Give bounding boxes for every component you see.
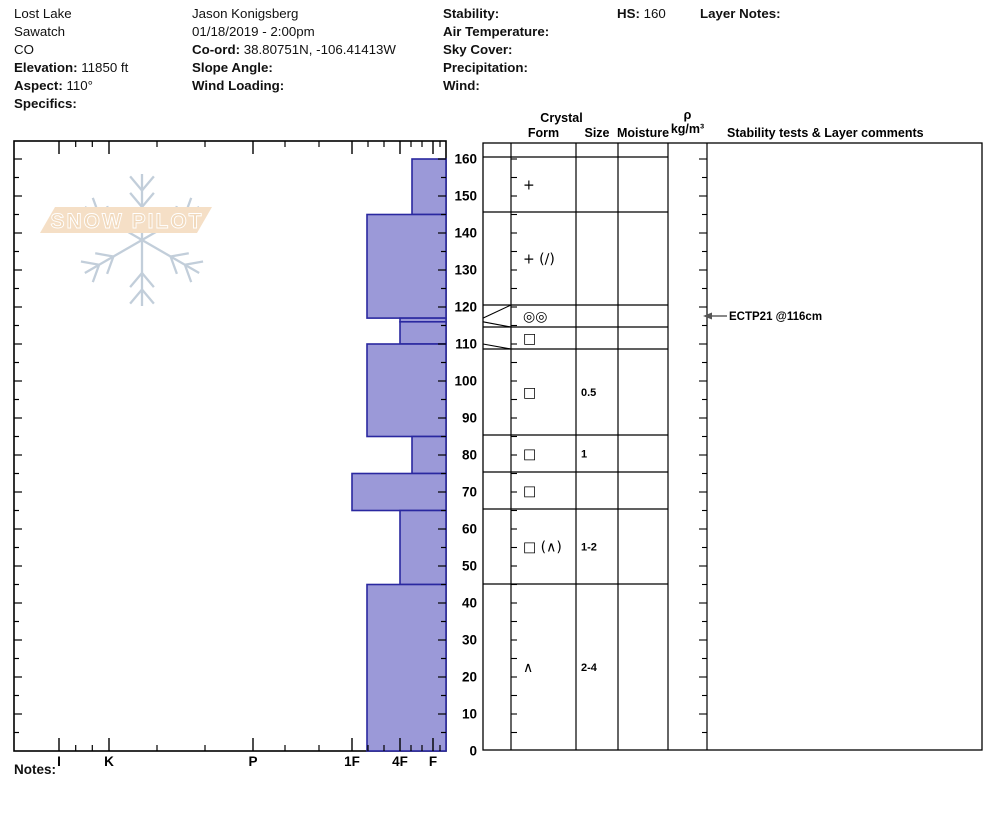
grain-form-symbol: + (∕) [523, 251, 555, 268]
snowflake-barb [130, 176, 142, 190]
header-field: Air Temperature: [443, 24, 550, 39]
notes-label: Notes: [14, 762, 57, 777]
grain-size-value: 1-2 [581, 541, 597, 554]
snowpilot-logo [40, 174, 212, 306]
header-field: 01/18/2019 - 2:00pm [192, 24, 315, 39]
header-field: Jason Konigsberg [192, 6, 299, 21]
snowflake-barb [130, 290, 142, 304]
grain-form-symbol: □ [523, 331, 537, 347]
grain-form-symbol: □ [523, 483, 537, 500]
header-field: Elevation: 11850 ft [14, 60, 129, 75]
depth-axis-label: 120 [454, 299, 477, 315]
thin-layer-connector [483, 344, 511, 349]
header-field: Lost Lake [14, 6, 72, 21]
header-field: Precipitation: [443, 60, 528, 75]
snowflake-barb [142, 176, 154, 190]
density-unit-header: kg/m³ [670, 122, 705, 136]
size-header: Size [584, 126, 610, 140]
header-field: Specifics: [14, 96, 77, 111]
moisture-header: Moisture [616, 126, 670, 140]
depth-axis-label: 20 [461, 669, 477, 685]
header-field: Stability: [443, 6, 500, 21]
depth-axis-label: 40 [461, 595, 477, 611]
depth-axis-label: 30 [461, 632, 477, 648]
depth-axis-label: 160 [454, 151, 477, 167]
header-field: HS: 160 [617, 6, 666, 21]
hardness-axis-label: P [248, 754, 258, 769]
density-header: ρ [683, 108, 692, 122]
grain-form-symbol: ∧ [523, 660, 534, 676]
snowflake-barb [142, 193, 154, 207]
header-field: Wind Loading: [192, 78, 285, 93]
depth-axis-label: 60 [461, 521, 477, 537]
hardness-axis-label: I [57, 754, 61, 769]
header-field: CO [14, 42, 34, 57]
grain-form-symbol: ◎◎ [523, 309, 548, 325]
depth-axis-label: 90 [461, 410, 477, 426]
comments-header: Stability tests & Layer comments [727, 126, 924, 140]
hardness-axis-label: 4F [392, 754, 408, 769]
hardness-profile-plot [14, 141, 477, 769]
crystal-header: Crystal [540, 111, 583, 125]
header-field: Aspect: 110° [14, 78, 93, 93]
depth-axis-label: 130 [454, 262, 477, 278]
layer-bar-6 [352, 474, 446, 511]
snowflake-barb [81, 262, 99, 265]
depth-axis-label: 70 [461, 484, 477, 500]
header-field: Co-ord: 38.80751N, -106.41413W [192, 42, 396, 57]
header-field: Sawatch [14, 24, 65, 39]
grain-form-symbol: + [523, 177, 535, 194]
grain-size-value: 1 [581, 448, 588, 461]
snowflake-barb [130, 273, 142, 287]
snowflake-barb [95, 253, 113, 256]
depth-axis-label: 10 [461, 706, 477, 722]
thin-layer-connector [483, 322, 511, 327]
grain-form-symbol: □ (∧) [523, 539, 562, 556]
depth-axis-label: 150 [454, 188, 477, 204]
hardness-axis-label: 1F [344, 754, 360, 769]
layer-bar-7 [400, 511, 446, 585]
snowflake-barb [142, 273, 154, 287]
layer-bar-8 [367, 585, 446, 752]
grain-size-value: 2-4 [581, 662, 597, 674]
depth-axis-label: 100 [454, 373, 477, 389]
grain-form-symbol: □ [523, 385, 537, 401]
grain-size-value: 0.5 [581, 387, 597, 399]
header-field: Layer Notes: [700, 6, 781, 21]
depth-axis-label: 110 [455, 336, 477, 352]
snowflake-spoke [142, 240, 199, 273]
layer-bar-1 [367, 215, 446, 319]
depth-axis-label: 0 [469, 743, 477, 759]
layer-bar-4 [367, 344, 446, 437]
snowflake-barb [185, 262, 203, 265]
header-field: Sky Cover: [443, 42, 513, 57]
hardness-axis-label: F [428, 754, 438, 769]
depth-axis-label: 80 [461, 447, 477, 463]
layers-table [483, 108, 982, 750]
snowflake-barb [130, 193, 142, 207]
form-header: Form [527, 126, 560, 140]
layer-bar-0 [412, 159, 446, 215]
stability-test-result: ECTP21 @116cm [729, 311, 823, 323]
grain-form-symbol: □ [523, 446, 537, 463]
header-field: Slope Angle: [192, 60, 273, 75]
thin-layer-connector [483, 305, 511, 318]
logo-text: SNOW PILOT [50, 210, 204, 233]
depth-axis-label: 140 [454, 225, 477, 241]
header-field: Wind: [443, 78, 480, 93]
snowflake-barb [171, 253, 189, 256]
snowflake-barb [142, 290, 154, 304]
layer-bar-3 [400, 322, 446, 344]
table-frame [483, 143, 982, 750]
depth-axis-label: 50 [461, 558, 477, 574]
hardness-axis-label: K [104, 754, 114, 769]
